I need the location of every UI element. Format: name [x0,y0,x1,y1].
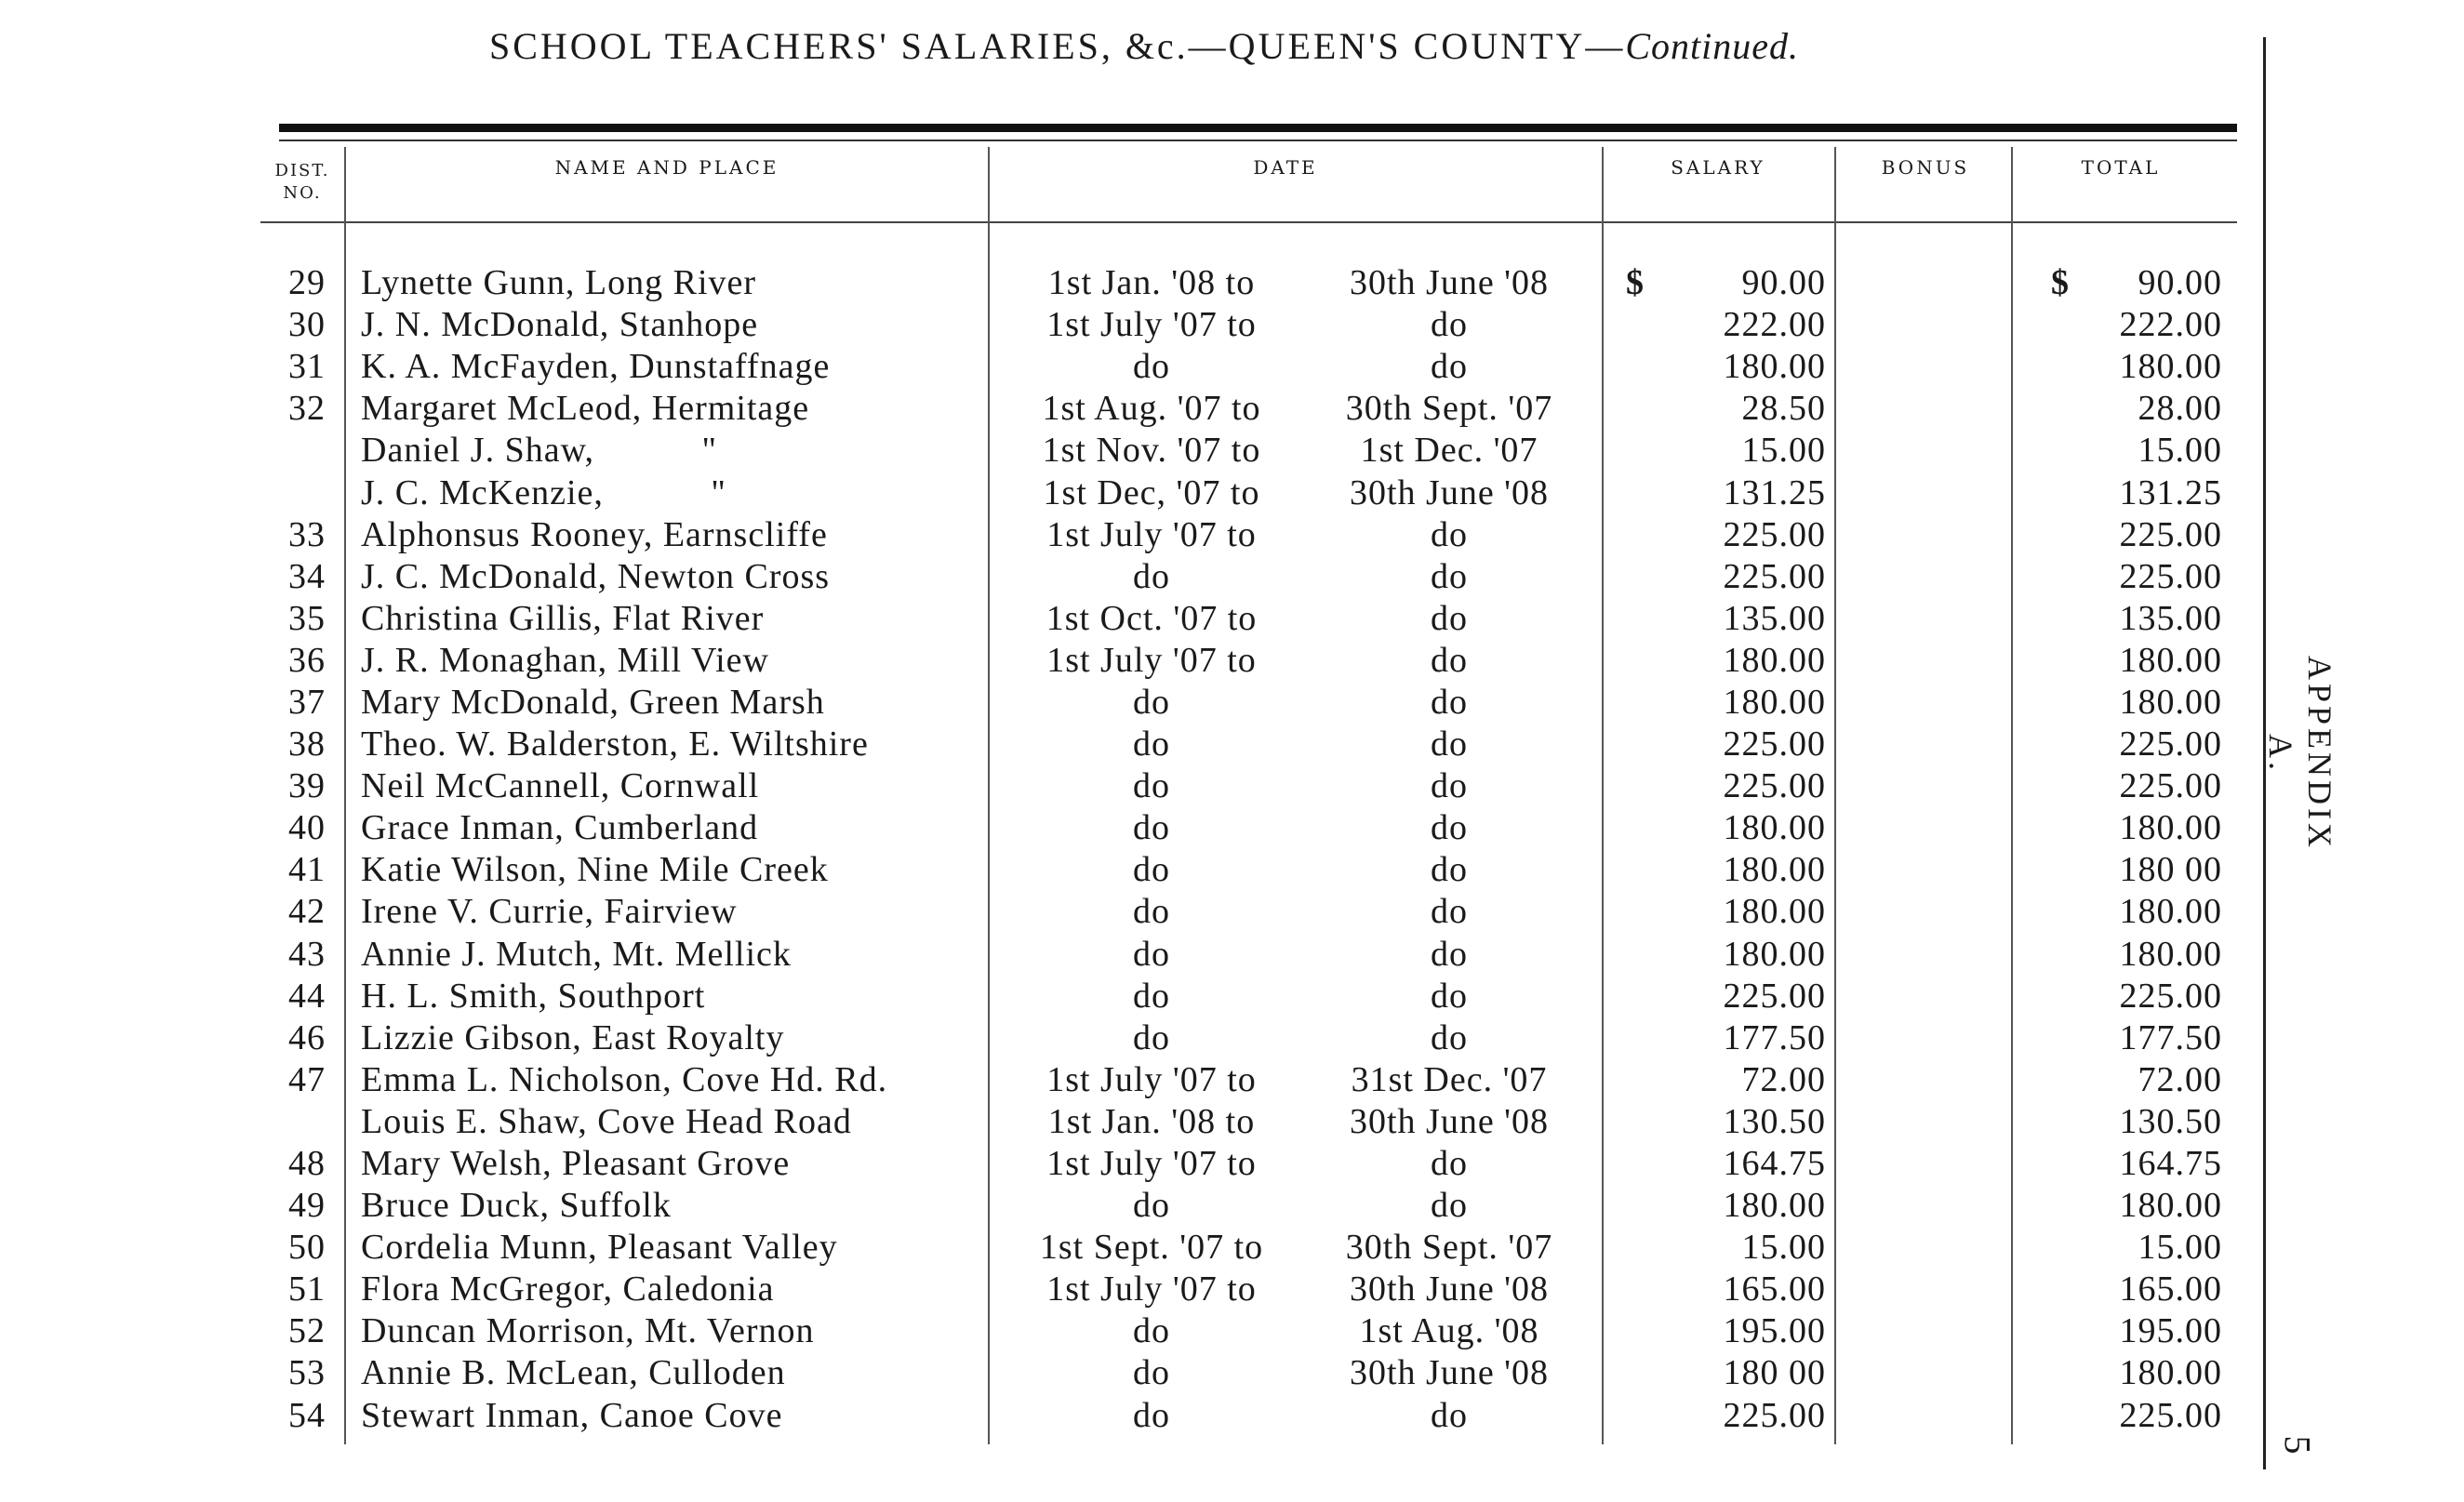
date-to-cell: 30th June '08 [1349,1353,1550,1393]
bonus-cell [1831,304,2008,346]
dist-cell: 48 [288,1144,326,1184]
dist-cell [260,472,337,513]
salary-cell: 180 00 [1723,1353,1826,1393]
amount-value: 90.00 [1741,263,1826,303]
total-cell: 15.00 [2138,1228,2222,1268]
salary-cell: 177.50 [1723,1017,1826,1057]
name-cell: Irene V. Currie, Fairview [361,892,738,932]
currency-symbol: $ [2051,263,2070,303]
table-row [260,1310,2222,1352]
name-cell: Duncan Morrison, Mt. Vernon [361,1311,815,1351]
amount-value: 90.00 [2138,263,2222,303]
table-row [260,1143,2222,1185]
date-to-cell: do [1431,934,1468,974]
date-from-cell: 1st Nov. '07 to [1042,431,1261,471]
table-row [260,976,2222,1017]
total-cell: 225.00 [2119,1395,2222,1435]
column-header-date: DATE [1253,156,1318,179]
total-cell: 131.25 [2119,472,2222,512]
name-cell: Stewart Inman, Canoe Cove [361,1395,783,1435]
salary-cell: 225.00 [1723,1395,1826,1435]
date-from-cell: do [1133,976,1170,1016]
date-to-cell: do [1431,892,1468,932]
table-row [260,682,2222,724]
salary-cell: 225.00 [1723,724,1826,764]
dist-cell: 44 [288,976,326,1016]
date-to-cell: do [1431,724,1468,764]
column-header-bonus: BONUS [1881,156,1970,179]
table-row [260,724,2222,765]
name-cell: Mary Welsh, Pleasant Grove [361,1144,791,1184]
date-to-cell: do [1431,1144,1468,1184]
total-cell: 15.00 [2138,431,2222,471]
table-row [260,1352,2222,1394]
table-row [260,640,2222,682]
total-cell: 164.75 [2119,1144,2222,1184]
dist-cell: 35 [288,598,326,638]
bonus-cell [1831,262,2008,304]
salary-table-body [260,262,2222,1437]
dist-cell: 36 [288,640,326,680]
date-from-cell: do [1133,850,1170,890]
dist-cell: 43 [288,934,326,974]
page-number: 5 [2276,1435,2319,1455]
date-from-cell: do [1133,1311,1170,1351]
dist-cell: 32 [288,389,326,429]
dist-cell [260,430,337,472]
bonus-cell [1831,765,2008,807]
bonus-cell [1831,1227,2008,1269]
total-cell: 72.00 [2138,1059,2222,1099]
column-header-salary: SALARY [1671,156,1765,179]
page-title [260,24,2028,68]
name-cell: J. C. McKenzie, " [361,472,726,512]
date-to-cell: 1st Dec. '07 [1360,431,1538,471]
dist-cell: 46 [288,1017,326,1057]
table-row [260,304,2222,346]
bonus-cell [1831,346,2008,388]
bonus-cell [1831,934,2008,976]
table-row [260,598,2222,640]
table-row [260,849,2222,891]
salary-cell: 180.00 [1723,640,1826,680]
salary-cell: 225.00 [1723,556,1826,596]
table-row [260,1101,2222,1143]
bonus-cell [1831,430,2008,472]
dist-cell [260,1101,337,1143]
name-cell: Daniel J. Shaw, " [361,431,718,471]
total-cell: 225.00 [2119,766,2222,806]
total-cell: 130.50 [2119,1101,2222,1141]
bonus-cell [1831,556,2008,598]
total-cell: 180.00 [2119,808,2222,848]
salary-cell: 225.00 [1723,766,1826,806]
table-row [260,472,2222,513]
column-header-dist-line1: DIST. [274,161,330,180]
table-row [260,262,2222,304]
bonus-cell [1831,1395,2008,1437]
name-cell: K. A. McFayden, Dunstaffnage [361,347,831,387]
date-from-cell: do [1133,724,1170,764]
name-cell: Theo. W. Balderston, E. Wiltshire [361,724,869,764]
date-to-cell: do [1431,976,1468,1016]
date-from-cell: do [1133,556,1170,596]
total-cell: 165.00 [2119,1269,2222,1309]
total-cell: 225.00 [2119,514,2222,554]
total-cell: 195.00 [2119,1311,2222,1351]
salary-cell: 130.50 [1723,1101,1826,1141]
name-cell: Louis E. Shaw, Cove Head Road [361,1101,852,1141]
salary-cell: 225.00 [1723,514,1826,554]
dist-cell: 34 [288,556,326,596]
date-from-cell: 1st Aug. '07 to [1042,389,1261,429]
total-cell: 180.00 [2119,347,2222,387]
total-cell: 180 00 [2119,850,2222,890]
total-cell: 225.00 [2119,724,2222,764]
date-from-cell: do [1133,682,1170,722]
date-to-cell: do [1431,850,1468,890]
name-cell: Grace Inman, Cumberland [361,808,759,848]
dist-cell: 47 [288,1059,326,1099]
date-to-cell: 1st Aug. '08 [1359,1311,1539,1351]
bonus-cell [1831,682,2008,724]
name-cell: Lizzie Gibson, East Royalty [361,1017,785,1057]
date-from-cell: do [1133,934,1170,974]
date-to-cell: do [1431,305,1468,345]
dist-cell: 38 [288,724,326,764]
total-cell: 28.00 [2138,389,2222,429]
bonus-cell [1831,1101,2008,1143]
dist-cell: 31 [288,347,326,387]
total-cell [2008,262,2222,304]
salary-cell: 28.50 [1741,389,1826,429]
date-to-cell: 30th June '08 [1349,1101,1550,1141]
table-row [260,346,2222,388]
dist-cell: 54 [288,1395,326,1435]
date-from-cell: do [1133,1186,1170,1226]
total-cell: 222.00 [2119,305,2222,345]
dist-cell: 33 [288,514,326,554]
total-cell: 180.00 [2119,682,2222,722]
date-to-cell: 30th June '08 [1349,472,1550,512]
table-row [260,891,2222,933]
name-cell: Margaret McLeod, Hermitage [361,389,810,429]
total-cell: 135.00 [2119,598,2222,638]
date-to-cell: do [1431,598,1468,638]
date-from-cell: do [1133,892,1170,932]
table-row [260,765,2222,807]
name-cell: Lynette Gunn, Long River [361,263,757,303]
table-row [260,1269,2222,1310]
header-thick-rule [279,124,2237,132]
bonus-cell [1831,891,2008,933]
bonus-cell [1831,640,2008,682]
salary-cell: 15.00 [1741,431,1826,471]
table-row [260,934,2222,976]
name-cell: Katie Wilson, Nine Mile Creek [361,850,829,890]
salary-cell: 72.00 [1741,1059,1826,1099]
dist-cell: 40 [288,808,326,848]
total-cell: 180.00 [2119,640,2222,680]
table-row [260,807,2222,849]
column-header-total: TOTAL [2081,156,2161,179]
salary-table [260,262,2222,1437]
bonus-cell [1831,724,2008,765]
table-row [260,1395,2222,1437]
date-to-cell: do [1431,347,1468,387]
salary-cell: 180.00 [1723,1186,1826,1226]
column-header-dist-line2: NO. [283,183,322,203]
total-cell: 180.00 [2119,892,2222,932]
date-from-cell: do [1133,347,1170,387]
name-cell: Flora McGregor, Caledonia [361,1269,775,1309]
name-cell: Emma L. Nicholson, Cove Hd. Rd. [361,1059,888,1099]
salary-cell: 180.00 [1723,892,1826,932]
bonus-cell [1831,1185,2008,1227]
date-to-cell: do [1431,1017,1468,1057]
date-from-cell: 1st July '07 to [1046,1059,1257,1099]
date-to-cell: 31st Dec. '07 [1351,1059,1548,1099]
date-from-cell: 1st July '07 to [1046,305,1257,345]
bonus-cell [1831,388,2008,430]
bonus-cell [1831,849,2008,891]
table-row [260,556,2222,598]
salary-cell: 15.00 [1741,1228,1826,1268]
name-cell: Mary McDonald, Green Marsh [361,682,825,722]
date-to-cell: do [1431,766,1468,806]
date-from-cell: 1st July '07 to [1046,514,1257,554]
salary-cell: 135.00 [1723,598,1826,638]
title-main: SCHOOL TEACHERS' SALARIES, &c.—QUEEN'S COUNTY— [488,25,1626,67]
table-row [260,1059,2222,1101]
date-to-cell: 30th June '08 [1349,263,1550,303]
salary-cell: 164.75 [1723,1144,1826,1184]
dist-cell: 42 [288,892,326,932]
name-cell: J. R. Monaghan, Mill View [361,640,769,680]
dist-cell: 30 [288,305,326,345]
date-to-cell: 30th June '08 [1349,1269,1550,1309]
name-cell: Neil McCannell, Cornwall [361,766,760,806]
date-to-cell: 30th Sept. '07 [1345,389,1553,429]
name-cell: J. C. McDonald, Newton Cross [361,556,831,596]
dist-cell: 53 [288,1353,326,1393]
date-to-cell: do [1431,1395,1468,1435]
date-to-cell: 30th Sept. '07 [1345,1228,1553,1268]
name-cell: Bruce Duck, Suffolk [361,1186,672,1226]
date-from-cell: 1st Jan. '08 to [1047,263,1256,303]
date-from-cell: 1st Oct. '07 to [1046,598,1258,638]
dist-cell: 49 [288,1186,326,1226]
dist-cell: 37 [288,682,326,722]
name-cell: Cordelia Munn, Pleasant Valley [361,1228,838,1268]
date-from-cell: do [1133,1395,1170,1435]
header-thin-rule [279,140,2237,141]
currency-symbol: $ [1626,263,1645,303]
date-from-cell: 1st July '07 to [1046,1144,1257,1184]
date-from-cell: 1st Jan. '08 to [1047,1101,1256,1141]
column-header-name: NAME AND PLACE [554,156,779,179]
dist-cell: 51 [288,1269,326,1309]
date-from-cell: 1st Dec, '07 to [1043,472,1260,512]
date-from-cell: do [1133,808,1170,848]
date-from-cell: 1st July '07 to [1046,1269,1257,1309]
salary-cell: 180.00 [1723,808,1826,848]
total-cell: 225.00 [2119,556,2222,596]
salary-cell: 195.00 [1723,1311,1826,1351]
date-to-cell: do [1431,556,1468,596]
total-cell: 177.50 [2119,1017,2222,1057]
salary-cell: 180.00 [1723,682,1826,722]
date-from-cell: do [1133,1353,1170,1393]
bonus-cell [1831,976,2008,1017]
bonus-cell [1831,598,2008,640]
bonus-cell [1831,1269,2008,1310]
salary-cell: 180.00 [1723,850,1826,890]
dist-cell: 52 [288,1311,326,1351]
table-row [260,514,2222,556]
table-row [260,388,2222,430]
salary-cell: 131.25 [1723,472,1826,512]
name-cell: Alphonsus Rooney, Earnscliffe [361,514,828,554]
date-from-cell: 1st Sept. '07 to [1039,1228,1264,1268]
dist-cell: 50 [288,1228,326,1268]
name-cell: Christina Gillis, Flat River [361,598,765,638]
total-cell: 225.00 [2119,976,2222,1016]
bonus-cell [1831,514,2008,556]
column-header-rule [260,221,2237,223]
date-to-cell: do [1431,808,1468,848]
bonus-cell [1831,1059,2008,1101]
title-continued: Continued. [1625,25,1799,67]
total-cell: 180.00 [2119,1353,2222,1393]
appendix-label: APPENDIX A. [2262,655,2338,851]
salary-cell: 165.00 [1723,1269,1826,1309]
dist-cell: 39 [288,766,326,806]
bonus-cell [1831,1143,2008,1185]
date-from-cell: 1st July '07 to [1046,640,1257,680]
table-row [260,430,2222,472]
bonus-cell [1831,1017,2008,1059]
table-row [260,1017,2222,1059]
salary-cell: 225.00 [1723,976,1826,1016]
salary-cell: 222.00 [1723,305,1826,345]
dist-cell: 41 [288,850,326,890]
bonus-cell [1831,807,2008,849]
total-cell: 180.00 [2119,934,2222,974]
table-row [260,1185,2222,1227]
date-to-cell: do [1431,640,1468,680]
date-to-cell: do [1431,514,1468,554]
bonus-cell [1831,472,2008,513]
date-from-cell: do [1133,1017,1170,1057]
bonus-cell [1831,1352,2008,1394]
bonus-cell [1831,1310,2008,1352]
salary-cell: 180.00 [1723,934,1826,974]
name-cell: J. N. McDonald, Stanhope [361,305,759,345]
table-row [260,1227,2222,1269]
name-cell: Annie J. Mutch, Mt. Mellick [361,934,792,974]
date-to-cell: do [1431,1186,1468,1226]
salary-cell: 180.00 [1723,347,1826,387]
name-cell: Annie B. McLean, Culloden [361,1353,786,1393]
salary-cell [1598,262,1831,304]
date-from-cell: do [1133,766,1170,806]
name-cell: H. L. Smith, Southport [361,976,706,1016]
date-to-cell: do [1431,682,1468,722]
dist-cell: 29 [288,263,326,303]
total-cell: 180.00 [2119,1186,2222,1226]
column-header-dist [265,160,340,205]
